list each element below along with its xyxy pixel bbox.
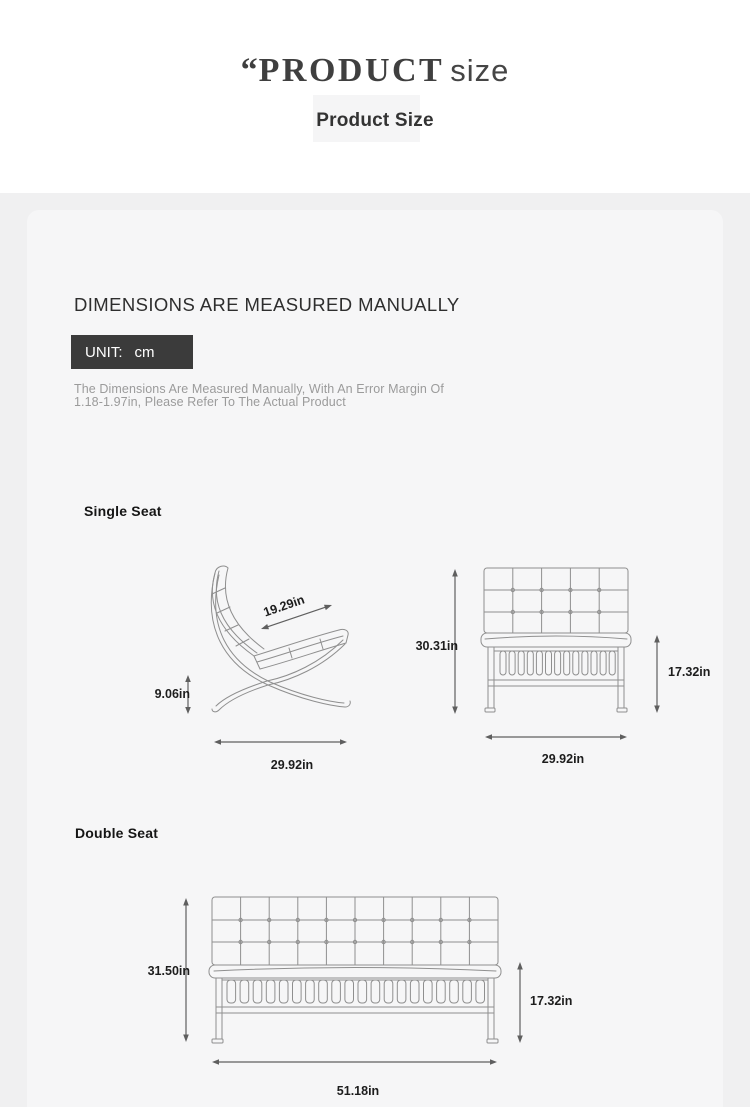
- depth-dimension-arrow: [214, 739, 347, 745]
- seat-height-dimension-arrow: [517, 962, 523, 1043]
- total-height-value: 30.31in: [415, 639, 458, 653]
- disclaimer-line-1: The Dimensions Are Measured Manually, With An Error Margin Of: [74, 382, 444, 396]
- double-seat-front-view-figure: [130, 880, 610, 1107]
- disclaimer-line-2: 1.18-1.97in, Please Refer To The Actual Product: [74, 394, 346, 409]
- title-word-size: size: [450, 53, 510, 88]
- unit-badge: [71, 335, 193, 369]
- page-header: [0, 0, 750, 193]
- width-dimension-arrow: [485, 734, 627, 740]
- seat-height-value: 17.32in: [668, 665, 711, 679]
- bench-outline: [209, 897, 501, 1043]
- open-quote-mark: “: [240, 52, 259, 89]
- single-seat-side-view-figure: [140, 555, 380, 785]
- width-dimension-arrow: [212, 1059, 497, 1065]
- size-info-card: [27, 210, 723, 1107]
- title-word-product: PRODUCT: [258, 52, 445, 89]
- unit-label: UNIT:: [85, 343, 123, 361]
- page-subtitle: Product Size: [316, 110, 434, 131]
- double-seat-label: Double Seat: [75, 825, 159, 841]
- page-body-background: [0, 193, 750, 1107]
- measurement-disclaimer: [74, 383, 494, 409]
- unit-value: cm: [134, 343, 155, 361]
- front-chair-outline: [481, 568, 631, 712]
- single-seat-label: Single Seat: [84, 503, 162, 519]
- backrest-length-value: 19.29in: [261, 592, 307, 620]
- decorative-title: [0, 52, 750, 90]
- seat-height-value: 17.32in: [530, 994, 573, 1008]
- seat-height-value: 9.06in: [154, 687, 190, 701]
- width-value: 51.18in: [336, 1084, 380, 1098]
- single-seat-side-view-drawing: [140, 555, 380, 785]
- seat-height-dimension-arrow: [654, 635, 660, 713]
- total-height-value: 31.50in: [147, 964, 190, 978]
- panel-heading: DIMENSIONS ARE MEASURED MANUALLY: [74, 294, 460, 315]
- side-chair-outline: [211, 566, 350, 712]
- width-value: 29.92in: [541, 752, 585, 766]
- single-seat-front-view-figure: [415, 555, 720, 785]
- depth-value: 29.92in: [270, 758, 314, 772]
